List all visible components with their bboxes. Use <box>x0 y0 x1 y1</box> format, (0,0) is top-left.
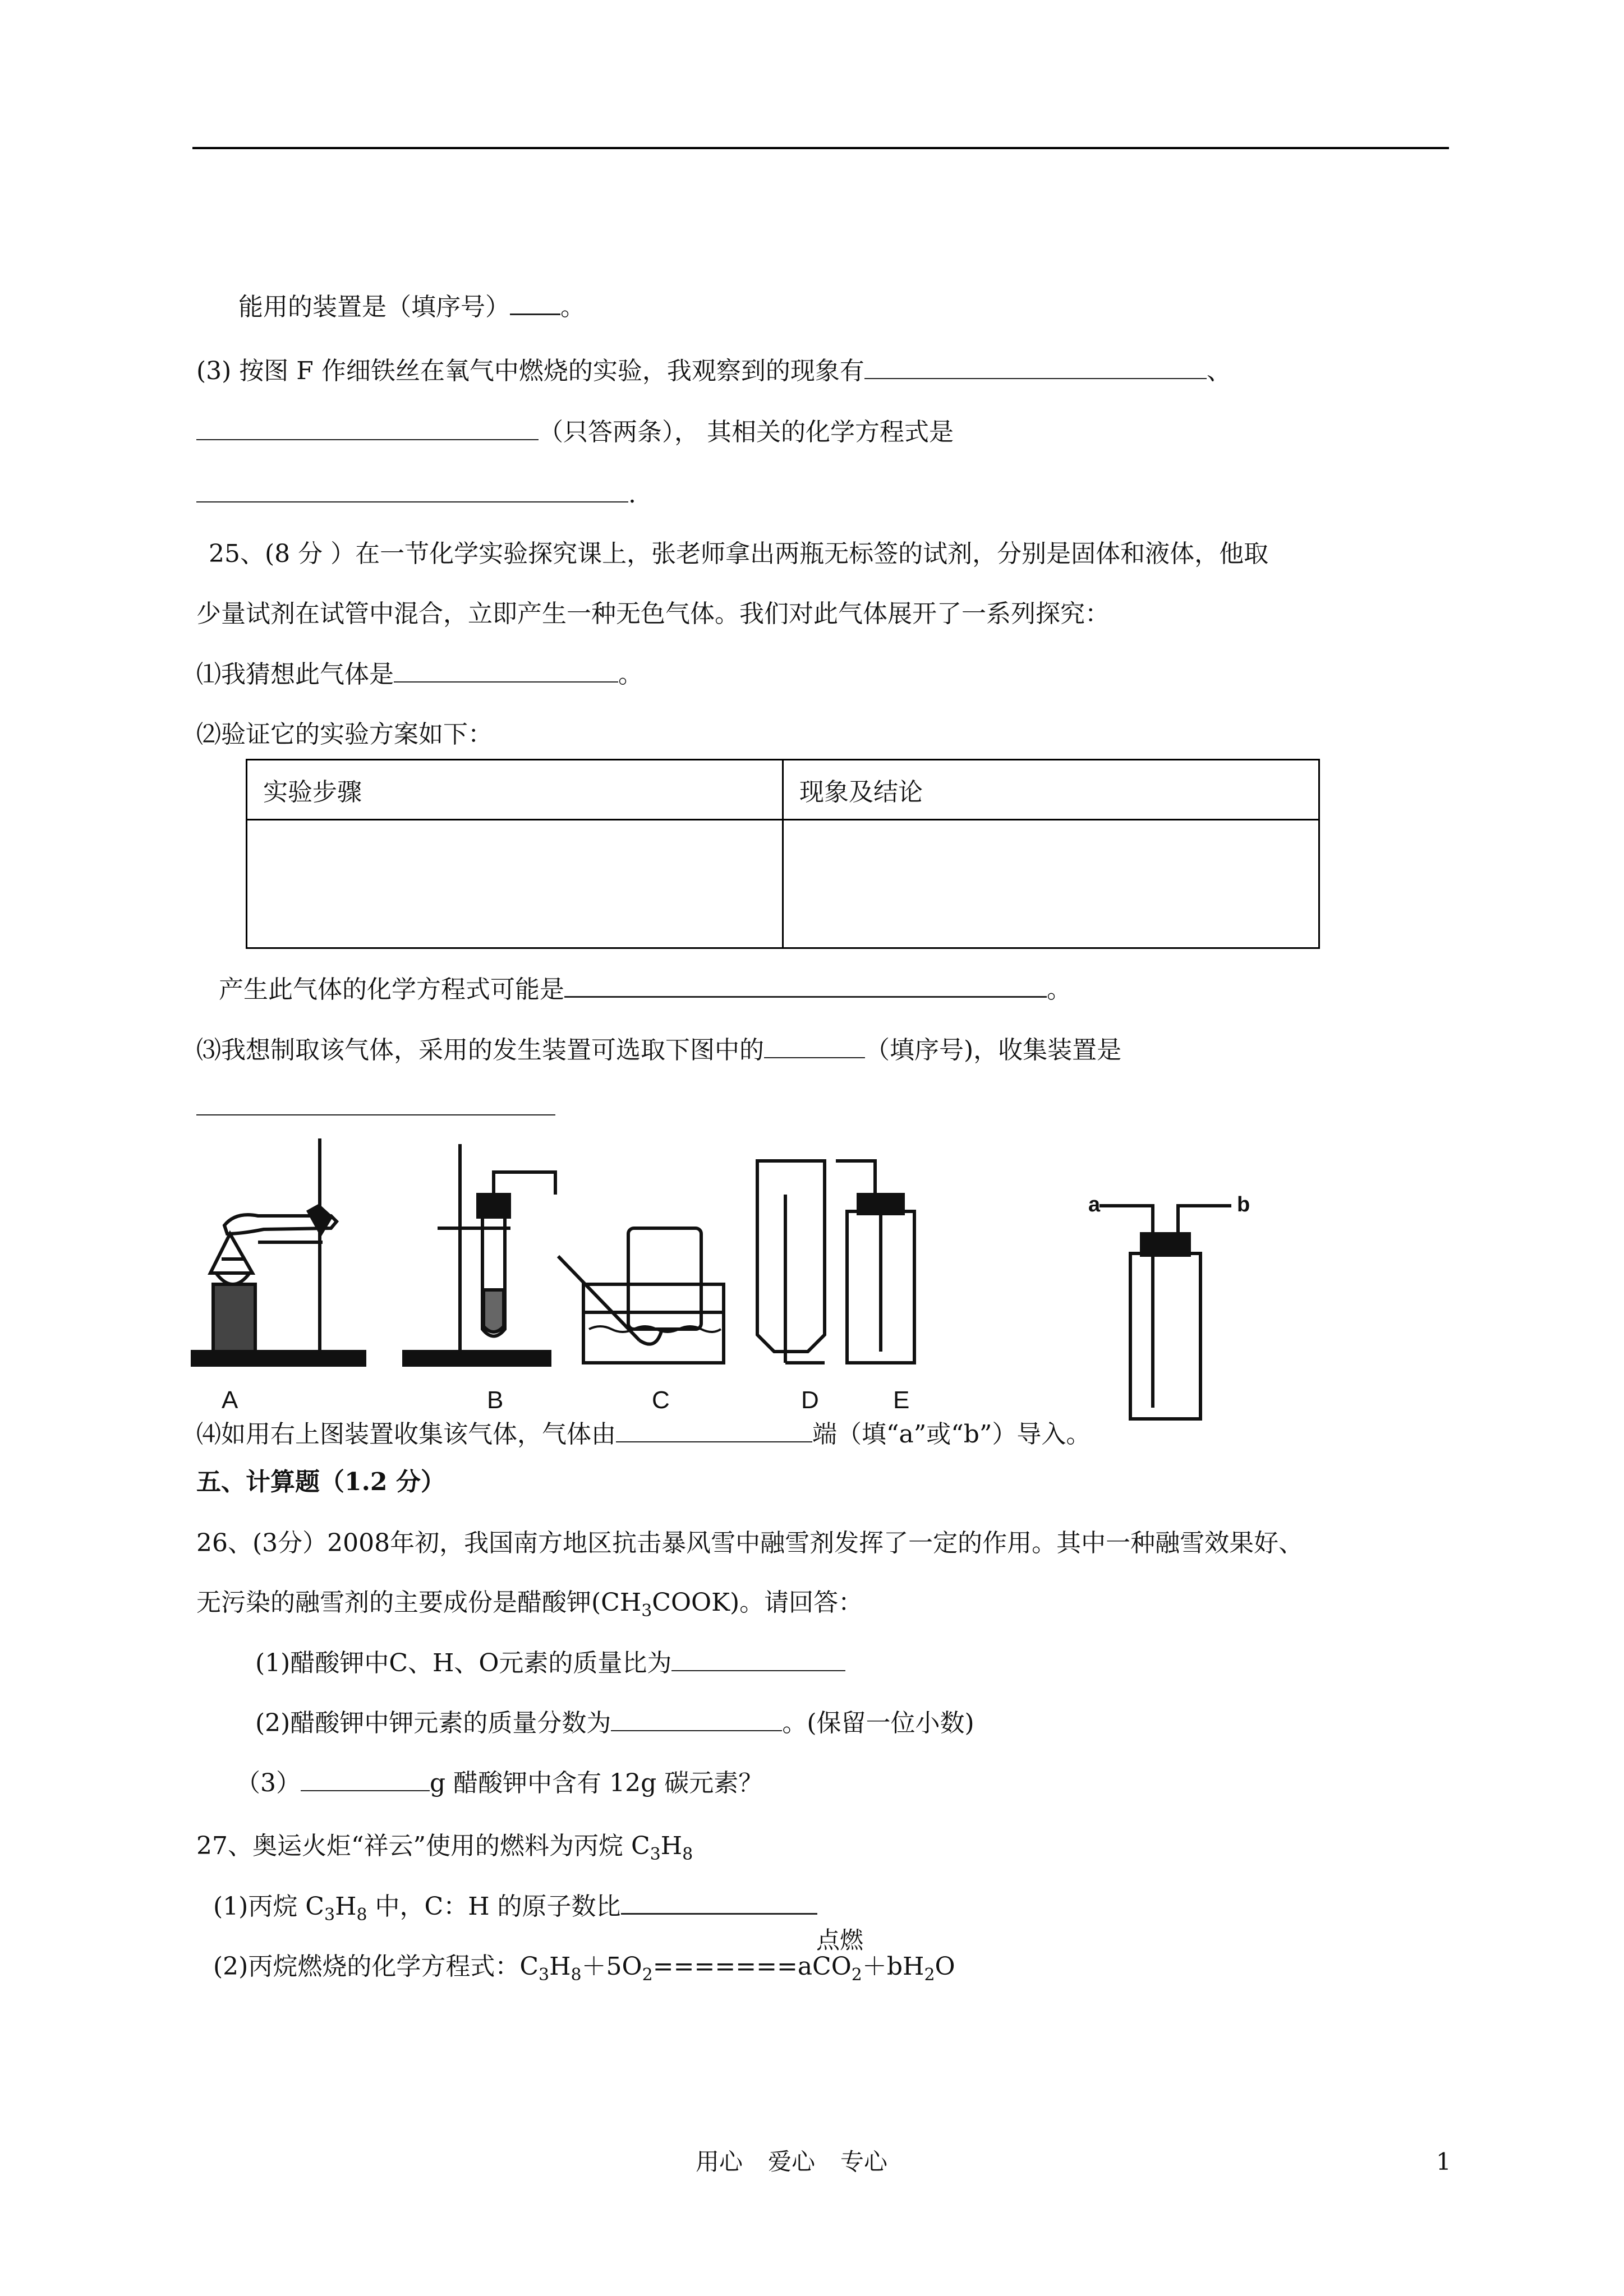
answer-blank[interactable] <box>196 417 539 440</box>
q24-part3-line3: . <box>196 478 636 511</box>
q25-intro-line1: 25、(8 分 ）在一节化学实验探究课上，张老师拿出两瓶无标签的试剂，分别是固体和液体，他取 <box>209 540 1269 568</box>
answer-blank[interactable] <box>564 974 1047 998</box>
figure-label-b: B <box>487 1386 504 1414</box>
answer-blank[interactable] <box>621 1891 817 1915</box>
apparatus-b-test-tube <box>404 1144 555 1365</box>
table-cell-steps[interactable] <box>247 820 783 948</box>
port-label-b: b <box>1237 1193 1250 1216</box>
experiment-table <box>246 759 1320 949</box>
q27-part2: (2)丙烷燃烧的化学方程式：$C_3H_8+5O_2=======aCO_2+bH_2O$ <box>213 1952 955 1985</box>
q25-equation-line: 产生此气体的化学方程式可能是 。 <box>219 973 1071 1007</box>
apparatus-ab-bottle <box>1099 1206 1231 1419</box>
answer-blank[interactable] <box>196 1092 555 1115</box>
answer-blank[interactable] <box>301 1768 430 1791</box>
q25-part3-collect <box>196 1091 555 1124</box>
figure-label-e: E <box>893 1386 910 1414</box>
q25-part3: ⑶我想制取该气体，采用的发生装置可选取下图中的 （填序号)，收集装置是 <box>196 1036 1122 1064</box>
q25-part1: ⑴我猜想此气体是 。 <box>196 660 643 689</box>
apparatus-e-gas-bottle <box>836 1161 914 1363</box>
q27-part1: (1)丙烷 $C_3H_8$ 中，C：H 的原子数比 <box>213 1890 817 1932</box>
answer-blank[interactable] <box>616 1419 812 1442</box>
header-rule <box>192 147 1449 149</box>
q24-line1: 能用的装置是（填序号） 。 <box>238 291 585 324</box>
figure-label-d: D <box>801 1386 819 1414</box>
q26-part3: （3） g 醋酸钾中含有 12g 碳元素？ <box>236 1769 763 1797</box>
q26-part1: (1)醋酸钾中C、H、O元素的质量比为 <box>255 1647 845 1680</box>
q25-part4: ⑷如用右上图装置收集该气体，气体由 端（填“a”或“b”）导入。 <box>196 1420 1091 1449</box>
table-header-results: 现象及结论 <box>783 760 1319 820</box>
apparatus-d-bottle <box>757 1161 825 1363</box>
apparatus-c-water-trough <box>558 1228 724 1363</box>
answer-blank[interactable] <box>864 356 1207 379</box>
answer-blank[interactable] <box>764 1035 865 1058</box>
q27-line1: 27、奥运火炬“祥云”使用的燃料为丙烷 $C_3H_8$ <box>196 1832 693 1864</box>
apparatus-a-heating <box>191 1138 365 1365</box>
q26-part2: (2)醋酸钾中钾元素的质量分数为 。(保留一位小数) <box>255 1709 974 1737</box>
figure-label-a: A <box>222 1386 238 1414</box>
q26-line2: 无污染的融雪剂的主要成份是醋酸钾$(CH_3COOK)$。请回答： <box>196 1588 863 1621</box>
page-number: 1 <box>1436 2148 1451 2175</box>
answer-blank[interactable] <box>611 1708 782 1731</box>
answer-blank[interactable] <box>671 1648 845 1671</box>
q26-line1: 26、(3分）2008年初，我国南方地区抗击暴风雪中融雪剂发挥了一定的作用。其中一种融雪效果好、 <box>196 1529 1304 1557</box>
footer-motto: 用心 爱心 专心 <box>696 2148 888 2175</box>
answer-blank[interactable] <box>510 291 560 315</box>
answer-blank[interactable] <box>394 659 618 683</box>
figure-label-c: C <box>652 1386 670 1414</box>
port-label-a: a <box>1088 1193 1101 1216</box>
section-title: 五、计算题（1.2 分） <box>196 1468 445 1496</box>
table-cell-results[interactable] <box>783 820 1319 948</box>
q24-part3-line1: (3) 按图 F 作细铁丝在氧气中燃烧的实验，我观察到的现象有 、 <box>196 357 1231 385</box>
reaction-condition: 点燃 <box>816 1926 864 1954</box>
apparatus-figure <box>191 1127 1304 1441</box>
table-header-steps: 实验步骤 <box>247 760 783 820</box>
answer-blank[interactable] <box>196 479 628 502</box>
q25-part2: ⑵验证它的实验方案如下： <box>196 720 493 749</box>
q24-part3-line2: （只答两条）， 其相关的化学方程式是 <box>196 416 954 449</box>
q25-intro-line2: 少量试剂在试管中混合，立即产生一种无色气体。我们对此气体展开了一系列探究： <box>196 600 1110 628</box>
